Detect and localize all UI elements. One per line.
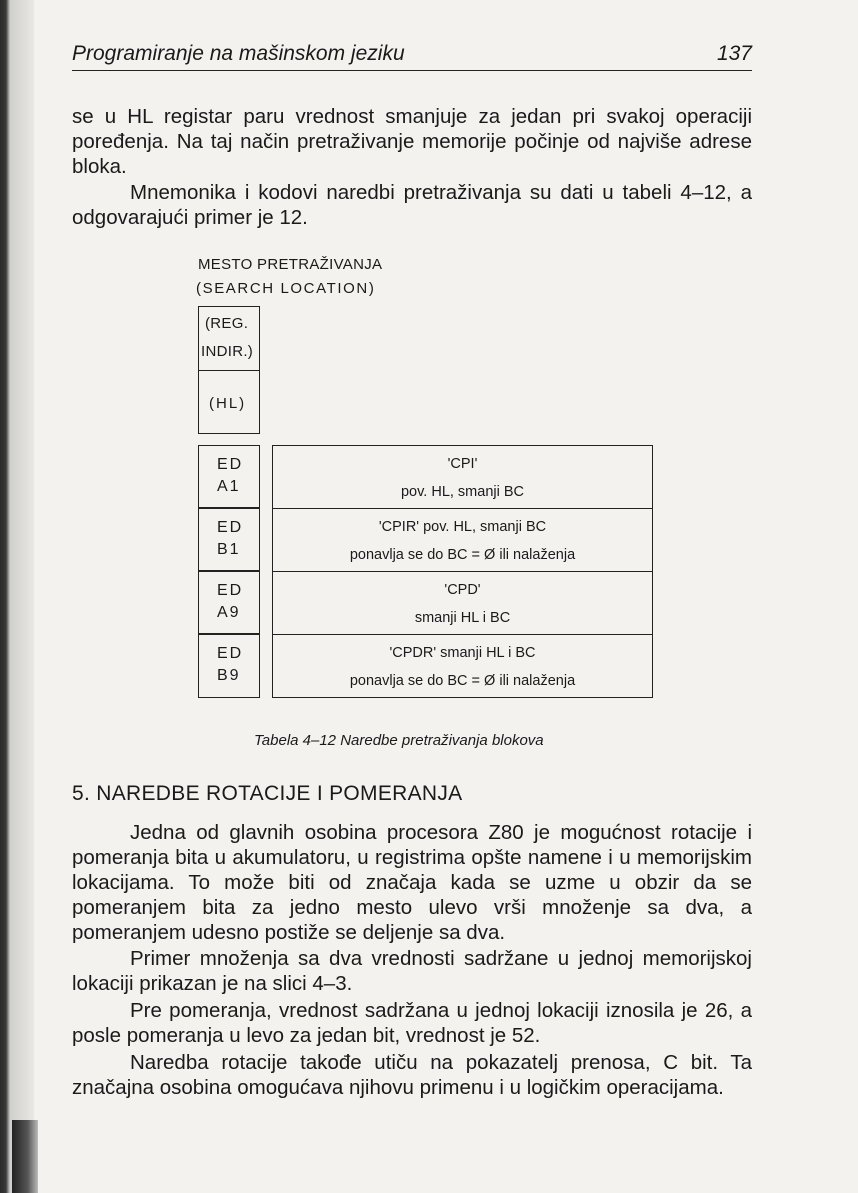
reg-indir-label-1: (REG.: [205, 315, 249, 332]
section-paragraph-2: Primer množenja sa dva vrednosti sadržane u jednoj memorijskoj lokaciji prikazan je na slici 4–3.: [72, 947, 752, 995]
section-paragraph-4: Naredba rotacije takođe utiču na pokazatelj prenosa, C bit. Ta značajna osobina omogućava njihovu primenu i u logičkim operacijama.: [72, 1051, 752, 1099]
instruction-mnemonic: 'CPDR' smanji HL i BC: [389, 645, 536, 661]
book-spine-shadow: [0, 0, 34, 1193]
instruction-description-column: [272, 445, 653, 698]
instruction-mnemonic: 'CPI': [447, 456, 478, 472]
section-title: 5. NAREDBE ROTACIJE I POMERANJA: [72, 782, 463, 805]
instruction-description: ponavlja se do BC = Ø ili nalaženja: [349, 547, 576, 563]
opcode-byte-1: ED: [217, 645, 244, 662]
opcode-cell: [198, 634, 260, 698]
page-number: 137: [716, 42, 752, 65]
opcode-byte-1: ED: [217, 582, 244, 599]
running-title: Programiranje na mašinskom jeziku: [72, 42, 405, 65]
instruction-description: ponavlja se do BC = Ø ili nalaženja: [349, 673, 576, 689]
instruction-mnemonic: 'CPIR' pov. HL, smanji BC: [378, 519, 547, 535]
opcode-byte-2: B9: [217, 667, 241, 684]
table-caption: Tabela 4–12 Naredbe pretraživanja blokova: [254, 732, 544, 749]
opcode-byte-2: B1: [217, 541, 241, 558]
instruction-row-cpir: [273, 509, 652, 572]
reg-indir-label-2: INDIR.): [201, 343, 254, 360]
search-location-label-en: (SEARCH LOCATION): [196, 280, 376, 297]
opcode-byte-2: A1: [217, 478, 241, 495]
instruction-row-cpdr: [273, 635, 652, 697]
opcode-cell: [198, 571, 260, 634]
reg-box-divider: [199, 370, 259, 371]
page-header: [72, 42, 752, 71]
section-paragraph-1: Jedna od glavnih osobina procesora Z80 je mogućnost rotacije i pomeranja bita u akumulatoru, u registrima opšte namene i u memorijskim lokacijama. To može biti od značaja kada se uzme u obzir da se pomeranjem bita za jedno mesto ulevo vrši množenje sa dva, a pomeranjem udesno postiže se deljenje sa dva.: [72, 821, 752, 944]
opcode-cell: [198, 445, 260, 508]
opcode-cell: [198, 508, 260, 571]
instruction-description: pov. HL, smanji BC: [400, 484, 525, 500]
opcode-byte-1: ED: [217, 456, 244, 473]
intro-paragraph-2: Mnemonika i kodovi naredbi pretraživanja su dati u tabeli 4–12, a odgovarajući primer je 12.: [72, 181, 752, 229]
section-paragraph-3: Pre pomeranja, vrednost sadržana u jednoj lokaciji iznosila je 26, a posle pomeranja u levo za jedan bit, vrednost je 52.: [72, 999, 752, 1047]
opcode-byte-2: A9: [217, 604, 241, 621]
instruction-row-cpd: [273, 572, 652, 635]
search-location-label: MESTO PRETRAŽIVANJA: [198, 256, 383, 273]
instruction-mnemonic: 'CPD': [444, 582, 481, 598]
intro-paragraph-1: se u HL registar paru vrednost smanjuje za jedan pri svakoj operaciji poređenja. Na taj način pretraživanje memorije počinje od najviše adrese bloka.: [72, 105, 752, 178]
instruction-row-cpi: [273, 446, 652, 509]
register-indirect-box: [198, 306, 260, 434]
book-spine-shadow-bottom: [12, 1120, 38, 1193]
instruction-description: smanji HL i BC: [414, 610, 511, 626]
hl-label: (HL): [209, 395, 247, 412]
opcode-byte-1: ED: [217, 519, 244, 536]
